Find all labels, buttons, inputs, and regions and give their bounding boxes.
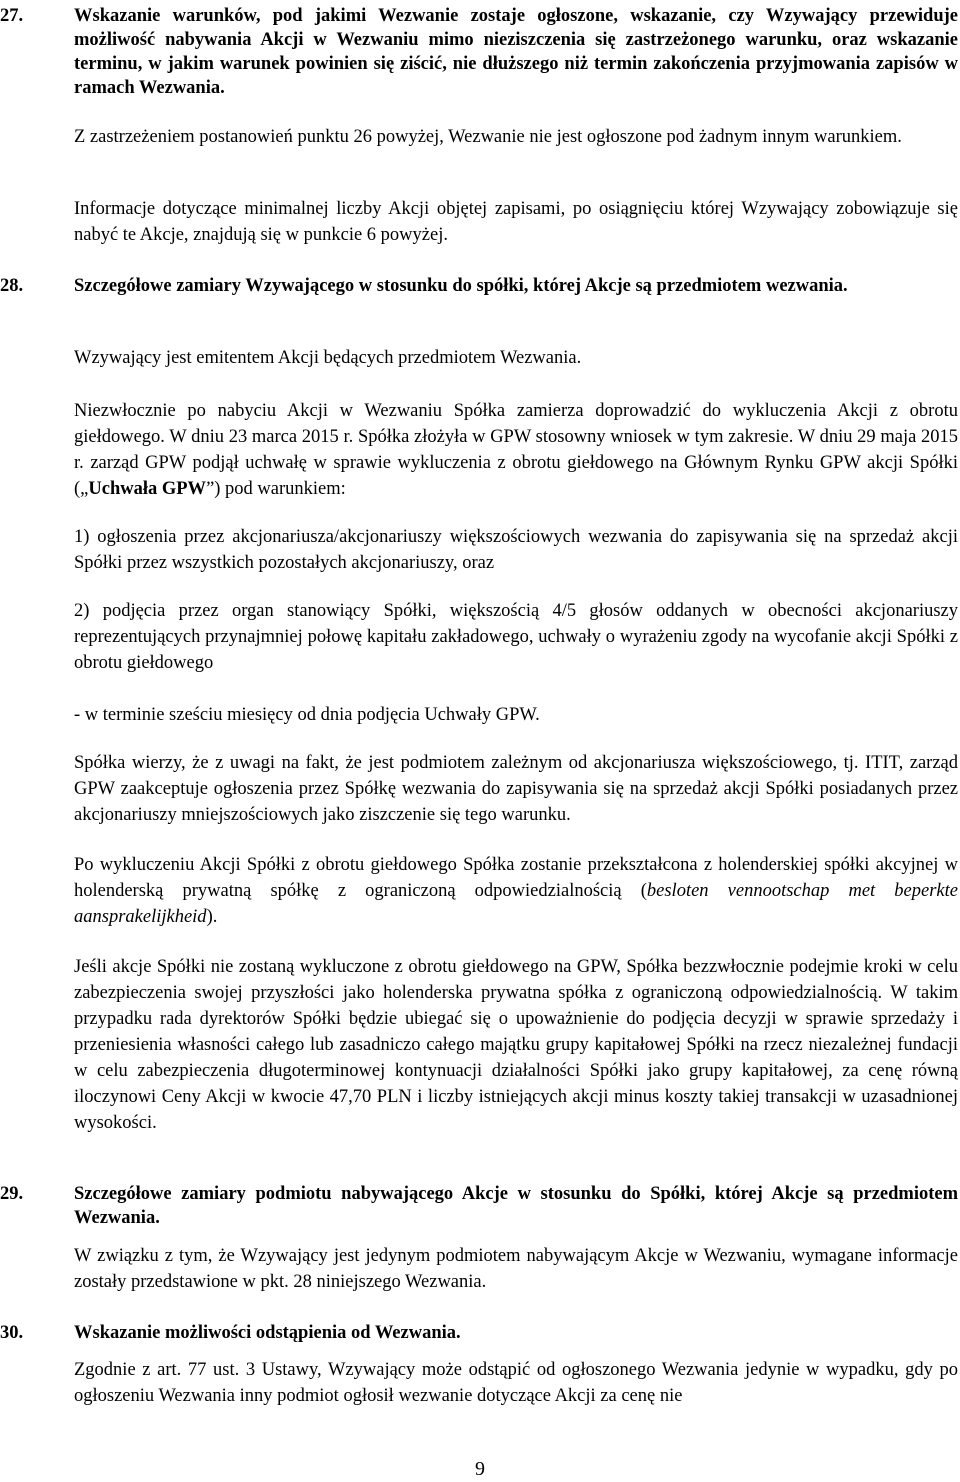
paragraph: Jeśli akcje Spółki nie zostaną wykluczone z obrotu giełdowego na GPW, Spółka bezzwłocznie podejmie kroki w celu zabezpieczenia swojej przyszłości jako holenderska prywatna spółka z ograniczoną odpowiedzialnością. W takim przypadku rada dyrektorów Spółki będzie ubiegać się o upoważnienie do podjęcia decyzji w sprawie sprzedaży i przeniesienia własności całego lub zasadniczo całego majątku grupy kapitałowej Spółki na rzecz niezależnej fundacji w celu zabezpieczenia długoterminowej kontynuacji działalności Spółki jako grupy kapitałowej, za cenę równą iloczynowi Ceny Akcji w kwocie 47,70 PLN i liczby istniejących akcji minus koszty takiej transakcji w uzasadnionej wysokości.: [74, 957, 958, 1133]
section-heading: Wskazanie możliwości odstąpienia od Wezwania.: [74, 1323, 461, 1343]
paragraph: [74, 398, 958, 502]
text-run: ”) pod warunkiem:: [206, 479, 346, 499]
paragraph: Z zastrzeżeniem postanowień punktu 26 powyżej, Wezwanie nie jest ogłoszone pod żadnym innym warunkiem.: [74, 127, 902, 147]
section-heading: Szczegółowe zamiary podmiotu nabywającego Akcje w stosunku do Spółki, której Akcje są przedmiotem Wezwania.: [74, 1184, 958, 1228]
paragraph: Zgodnie z art. 77 ust. 3 Ustawy, Wzywający może odstąpić od ogłoszonego Wezwania jedynie w wypadku, gdy po ogłoszeniu Wezwania inny podmiot ogłosił wezwanie dotyczące Akcji za cenę nie: [74, 1360, 958, 1406]
section-heading: Szczegółowe zamiary Wzywającego w stosunku do spółki, której Akcje są przedmiotem wezwania.: [74, 276, 848, 296]
paragraph: - w terminie sześciu miesięcy od dnia podjęcia Uchwały GPW.: [74, 705, 540, 725]
italic-term: besloten vennootschap met beperkte aansprakelijkheid: [74, 881, 958, 927]
section-number: 27.: [0, 6, 24, 26]
paragraph: 1) ogłoszenia przez akcjonariusza/akcjonariuszy większościowych wezwania do zapisywania się na sprzedaż akcji Spółki przez wszystkich pozostałych akcjonariuszy, oraz: [74, 527, 958, 573]
text-run: Po wykluczeniu Akcji Spółki z obrotu giełdowego Spółka zostanie przekształcona z holenderskiej spółki akcyjnej w holenderską prywatną spółkę z ograniczoną odpowiedzialnością (: [74, 855, 958, 901]
section-heading: Wskazanie warunków, pod jakimi Wezwanie zostaje ogłoszone, wskazanie, czy Wzywający przewiduje możliwość nabywania Akcji w Wezwaniu mimo nieziszczenia się zastrzeżonego warunku, oraz wskazanie terminu, w jakim warunek powinien się ziścić, nie dłuższego niż termin zakończenia przyjmowania zapisów w ramach Wezwania.: [74, 6, 958, 98]
section-number: 29.: [0, 1184, 24, 1204]
paragraph: [74, 852, 958, 930]
page-number: 9: [475, 1458, 485, 1480]
text-run: Niezwłocznie po nabyciu Akcji w Wezwaniu Spółka zamierza doprowadzić do wykluczenia Akcji z obrotu giełdowego. W dniu 23 marca 2015 r. Spółka złożyła w GPW stosowny wniosek w tym zakresie. W dniu 29 maja 2015 r. zarząd GPW podjął uchwałę w sprawie wykluczenia z obrotu giełdowego na Głównym Rynku GPW akcji Spółki („: [74, 401, 958, 499]
paragraph: 2) podjęcia przez organ stanowiący Spółki, większością 4/5 głosów oddanych w obecności akcjonariuszy reprezentujących przynajmniej połowę kapitału zakładowego, uchwały o wyrażeniu zgody na wycofanie akcji Spółki z obrotu giełdowego: [74, 601, 958, 673]
paragraph: W związku z tym, że Wzywający jest jedynym podmiotem nabywającym Akcje w Wezwaniu, wymagane informacje zostały przedstawione w pkt. 28 niniejszego Wezwania.: [74, 1246, 958, 1292]
defined-term: Uchwała GPW: [88, 479, 207, 499]
paragraph: Wzywający jest emitentem Akcji będących przedmiotem Wezwania.: [74, 348, 582, 368]
section-number: 30.: [0, 1323, 24, 1343]
paragraph: Informacje dotyczące minimalnej liczby Akcji objętej zapisami, po osiągnięciu której Wzywający zobowiązuje się nabyć te Akcje, znajdują się w punkcie 6 powyżej.: [74, 199, 958, 245]
section-number: 28.: [0, 276, 24, 296]
text-run: ).: [206, 907, 218, 927]
paragraph: Spółka wierzy, że z uwagi na fakt, że jest podmiotem zależnym od akcjonariusza większościowego, tj. ITIT, zarząd GPW zaakceptuje ogłoszenia przez Spółkę wezwania do zapisywania się na sprzedaż akcji Spółki posiadanych przez akcjonariuszy mniejszościowych jako ziszczenie się tego warunku.: [74, 753, 958, 825]
